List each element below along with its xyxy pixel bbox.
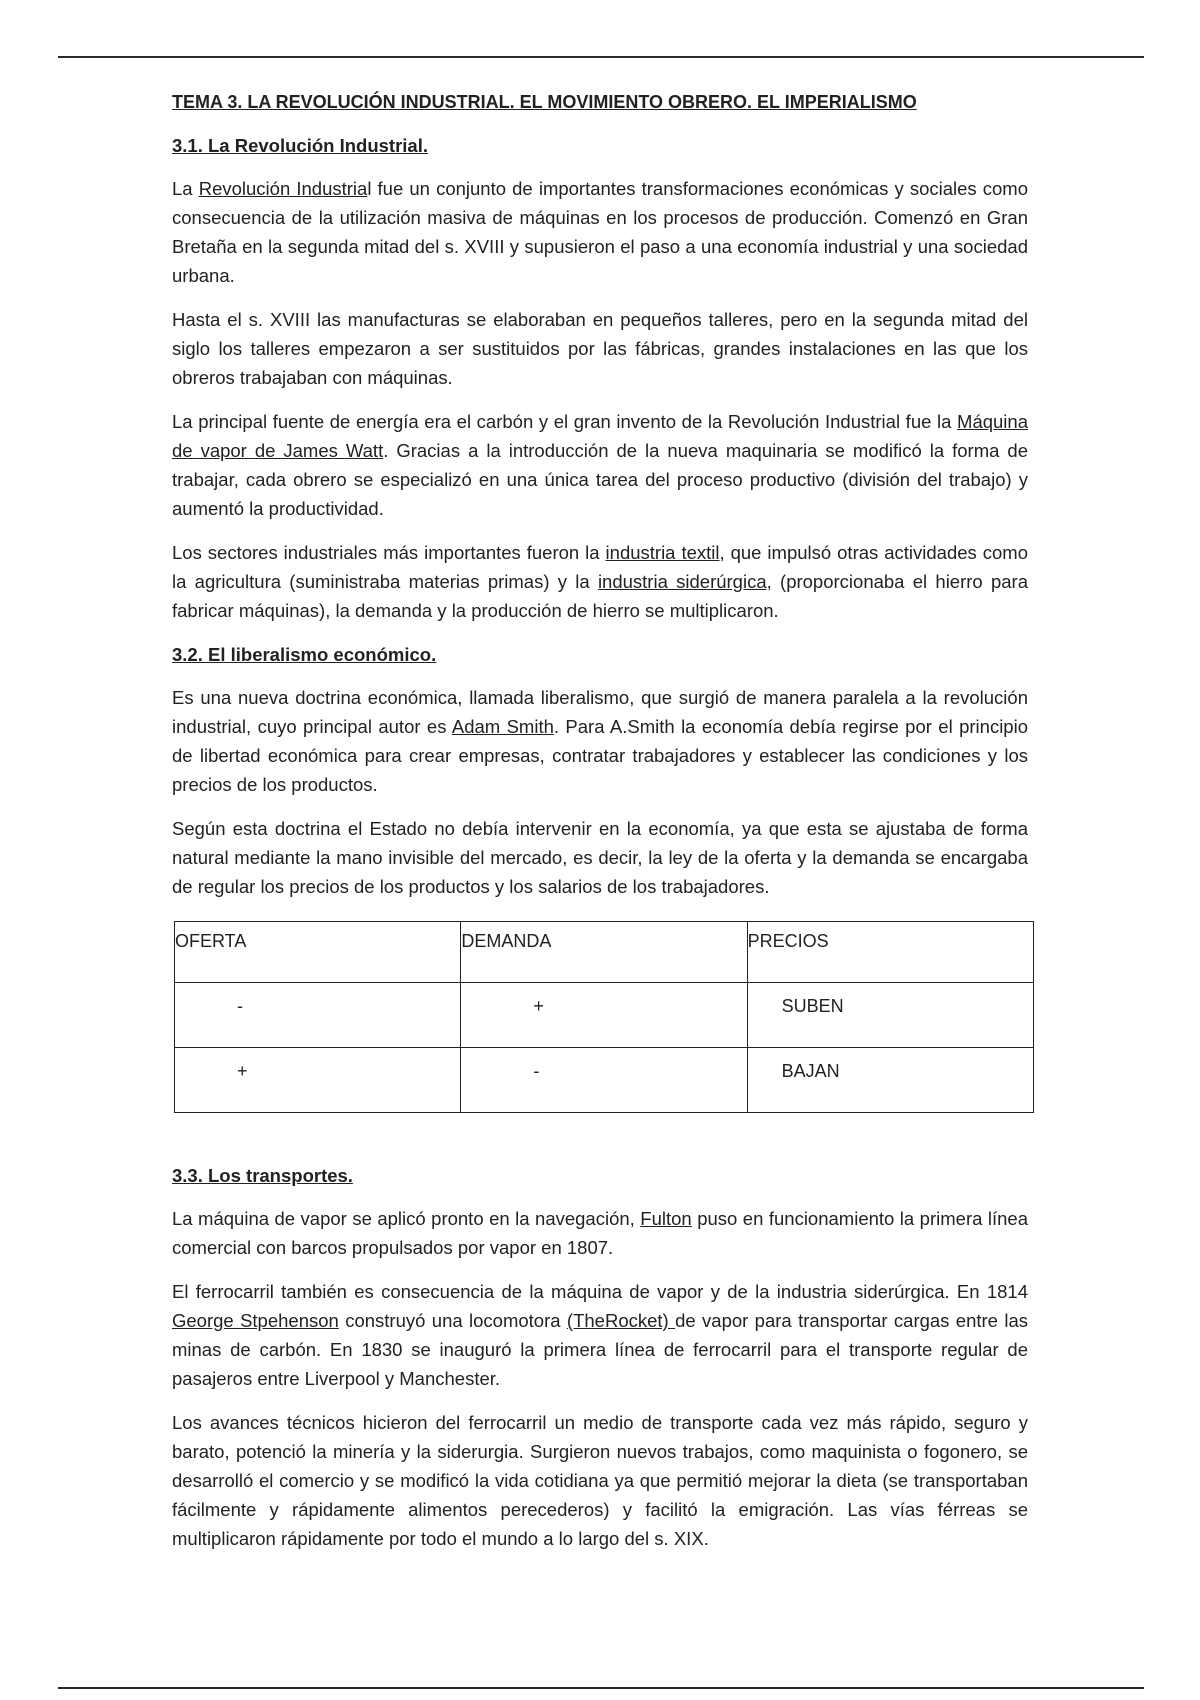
section-heading-3-2: 3.2. El liberalismo económico.	[172, 644, 437, 665]
text-span: La máquina de vapor se aplicó pronto en la navegación,	[172, 1208, 641, 1229]
section-heading-3-1: 3.1. La Revolución Industrial.	[172, 135, 428, 156]
paragraph-navegacion	[172, 1204, 1028, 1262]
text-span: . Gracias a la introducción de la nueva maquinaria se modificó la forma de trabajar, cada obrero se especializó en una única tarea del proceso productivo (división del trabajo) y aumentó la productividad.	[172, 440, 1028, 519]
paragraph-revolucion-industrial	[172, 174, 1028, 290]
top-rule	[58, 56, 1144, 58]
underlined-term-the-rocket: (TheRocket)	[566, 1310, 676, 1331]
text-span: El ferrocarril también es consecuencia de la máquina de vapor y de la industria siderúrgica. En 1814	[172, 1281, 1028, 1302]
paragraph-liberalismo	[172, 683, 1028, 799]
text-span: La principal fuente de energía era el carbón y el gran invento de la Revolución Industrial fue la	[172, 411, 958, 432]
table-row	[175, 1048, 1034, 1113]
paragraph-ferrocarril	[172, 1277, 1028, 1393]
table-cell: -	[461, 1048, 747, 1113]
underlined-term-maquina-vapor: Máquina de vapor de James Watt	[172, 411, 1028, 461]
table-cell: +	[461, 983, 747, 1048]
section-heading-3-3: 3.3. Los transportes.	[172, 1165, 353, 1186]
page-title: TEMA 3. LA REVOLUCIÓN INDUSTRIAL. EL MOVIMIENTO OBRERO. EL IMPERIALISMO	[172, 92, 917, 112]
underlined-term-industria-textil: industria textil	[605, 542, 720, 563]
underlined-term-george-stephenson: George Stpehenson	[172, 1310, 339, 1331]
bottom-rule	[58, 1687, 1144, 1689]
underlined-term-revolucion-industrial: Revolución Industria	[198, 178, 368, 199]
table-header-cell: PRECIOS	[747, 922, 1033, 983]
paragraph-avances-tecnicos: Los avances técnicos hicieron del ferrocarril un medio de transporte cada vez más rápido, seguro y barato, potenció la minería y la siderurgia. Surgieron nuevos trabajos, como maquinista o fogonero, se desarrolló el comercio y se modificó la vida cotidiana ya que permitió mejorar la dieta (se transportaban fácilmente y rápidamente alimentos perecederos) y facilitó la emigración. Las vías férreas se multiplicaron rápidamente por todo el mundo a lo largo del s. XIX.	[172, 1412, 1028, 1549]
text-span: , que impulsó otras actividades como la agricultura (suministraba materias primas) y la	[172, 542, 1028, 592]
supply-demand-table	[174, 921, 1034, 1113]
text-span: La	[172, 178, 199, 199]
table-header-cell: OFERTA	[175, 922, 461, 983]
paragraph-doctrina: Según esta doctrina el Estado no debía intervenir en la economía, ya que esta se ajustaba de forma natural mediante la mano invisible del mercado, es decir, la ley de la oferta y la demanda se encargaba de regular los precios de los productos y los salarios de los trabajadores.	[172, 818, 1028, 897]
page-content	[172, 88, 1028, 1568]
underlined-term-fulton: Fulton	[640, 1208, 692, 1229]
text-span: Es una nueva doctrina económica, llamada liberalismo, que surgió de manera paralela a la revolución industrial, cuyo principal autor es	[172, 687, 1028, 737]
paragraph-energia	[172, 407, 1028, 523]
table-header-cell: DEMANDA	[461, 922, 747, 983]
text-span: Los sectores industriales más importantes fueron la	[172, 542, 606, 563]
underlined-term-adam-smith: Adam Smith	[451, 716, 554, 737]
table-cell: +	[175, 1048, 461, 1113]
table-header-row	[175, 922, 1034, 983]
text-span: . Para A.Smith la economía debía regirse por el principio de libertad económica para crear empresas, contratar trabajadores y establecer las condiciones y los precios de los productos.	[172, 716, 1028, 795]
table-cell: -	[175, 983, 461, 1048]
underlined-term-industria-siderurgica: industria siderúrgica,	[597, 571, 772, 592]
text-span: de vapor para transportar cargas entre las minas de carbón. En 1830 se inauguró la primera línea de ferrocarril para el transporte regular de pasajeros entre Liverpool y Manchester.	[172, 1310, 1028, 1389]
paragraph-talleres: Hasta el s. XVIII las manufacturas se elaboraban en pequeños talleres, pero en la segunda mitad del siglo los talleres empezaron a ser sustituidos por las fábricas, grandes instalaciones en las que los obreros trabajaban con máquinas.	[172, 309, 1028, 388]
text-span: construyó una locomotora	[338, 1310, 567, 1331]
text-span: puso en funcionamiento la primera línea comercial con barcos propulsados por vapor en 1807.	[172, 1208, 1028, 1258]
paragraph-sectores	[172, 538, 1028, 625]
table-row	[175, 983, 1034, 1048]
text-span: (proporcionaba el hierro para fabricar máquinas), la demanda y la producción de hierro se multiplicaron.	[172, 571, 1028, 621]
table-cell: SUBEN	[747, 983, 1033, 1048]
text-span: l fue un conjunto de importantes transformaciones económicas y sociales como consecuencia de la utilización masiva de máquinas en los procesos de producción. Comenzó en Gran Bretaña en la segunda mitad del s. XVIII y supusieron el paso a una economía industrial y una sociedad urbana.	[172, 178, 1029, 286]
table-cell: BAJAN	[747, 1048, 1033, 1113]
